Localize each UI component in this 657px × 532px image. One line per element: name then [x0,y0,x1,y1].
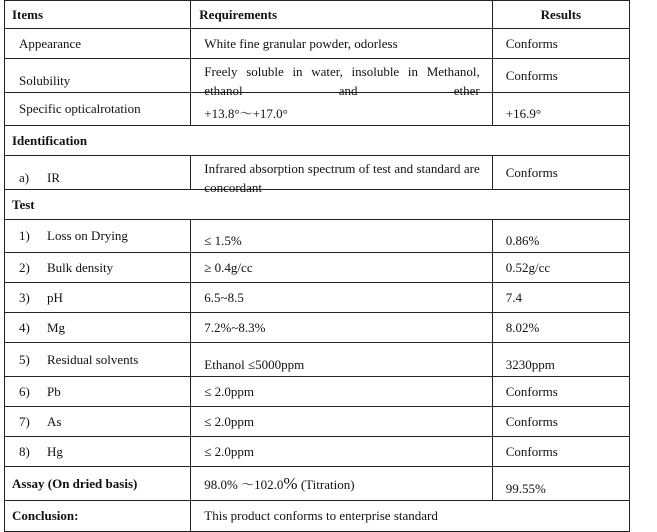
header-row [5,1,630,29]
header-requirements: Requirements [191,1,492,29]
assay-req-min: 98.0% [204,476,238,492]
assay-requirement [191,467,492,501]
item-label: Loss on Drying [47,228,128,243]
item-name: Specific opticalrotation [5,93,191,126]
item-number: 4) [19,319,30,335]
assay-req-percent: % [283,473,298,493]
assay-result: 99.55% [492,467,629,501]
specification-table [4,0,630,532]
item-number: 5) [19,351,30,367]
table-row [5,377,630,407]
item-number: 2) [19,259,30,275]
item-name: Appearance [5,29,191,59]
item-number: a) [19,170,30,185]
item-name [5,377,191,407]
item-name [5,437,191,467]
result: 8.02% [492,313,629,343]
requirement: ≤ 2.0ppm [191,407,492,437]
item-label: Pb [47,383,61,399]
item-name [5,313,191,343]
item-name [5,253,191,283]
item-name: Solubility [5,59,191,93]
result: 0.86% [492,220,629,253]
assay-req-max: ～102.0 [241,476,284,492]
result: Conforms [492,156,629,190]
item-name [5,283,191,313]
item-label: Residual solvents [47,351,139,367]
result: 7.4 [492,283,629,313]
result: +16.9° [492,93,629,126]
table-row [5,29,630,59]
item-number: 7) [19,413,30,429]
requirement: ≥ 0.4g/cc [191,253,492,283]
table-row [5,437,630,467]
requirement: ≤ 2.0ppm [191,437,492,467]
result: 0.52g/cc [492,253,629,283]
assay-label: Assay (On dried basis) [5,467,191,501]
item-number: 6) [19,383,30,399]
table-row [5,283,630,313]
section-row [5,126,630,156]
requirement: Ethanol ≤5000ppm [191,343,492,377]
result: Conforms [492,377,629,407]
table-row [5,407,630,437]
requirement: +13.8°～+17.0° [191,93,492,126]
requirement-text: Freely soluble in water, insoluble in Methanol, ethanol and ether [204,64,480,98]
item-label: Hg [47,443,63,459]
section-identification: Identification [5,126,630,156]
section-test: Test [5,190,630,220]
item-number: 8) [19,443,30,459]
table-row [5,253,630,283]
header-items: Items [5,1,191,29]
assay-req-method: (Titration) [297,476,355,492]
item-label: IR [47,170,60,185]
table-row [5,343,630,377]
table-row [5,156,630,190]
conclusion-label: Conclusion: [5,501,191,532]
item-number: 1) [19,228,30,243]
item-label: pH [47,289,63,305]
requirement [191,156,492,195]
requirement: 7.2%~8.3% [191,313,492,343]
item-label: Mg [47,319,66,335]
result: Conforms [492,407,629,437]
requirement-text: Infrared absorption spectrum of test and standard are concordant [204,161,480,195]
item-name [5,156,191,190]
requirement [191,59,492,98]
result: Conforms [492,59,629,93]
requirement: 6.5~8.5 [191,283,492,313]
table-row [5,59,630,93]
table-row [5,313,630,343]
assay-row [5,467,630,501]
result: 3230ppm [492,343,629,377]
item-label: As [47,413,62,429]
conclusion-row [5,501,630,532]
conclusion-text: This product conforms to enterprise standard [191,501,630,532]
item-name [5,220,191,253]
result: Conforms [492,437,629,467]
section-row [5,190,630,220]
item-number: 3) [19,289,30,305]
item-label: Bulk density [47,259,114,275]
requirement: ≤ 1.5% [191,220,492,253]
requirement: White fine granular powder, odorless [191,29,492,59]
requirement: ≤ 2.0ppm [191,377,492,407]
item-name [5,407,191,437]
item-name [5,343,191,377]
table-row [5,220,630,253]
header-results: Results [492,1,629,29]
result: Conforms [492,29,629,59]
